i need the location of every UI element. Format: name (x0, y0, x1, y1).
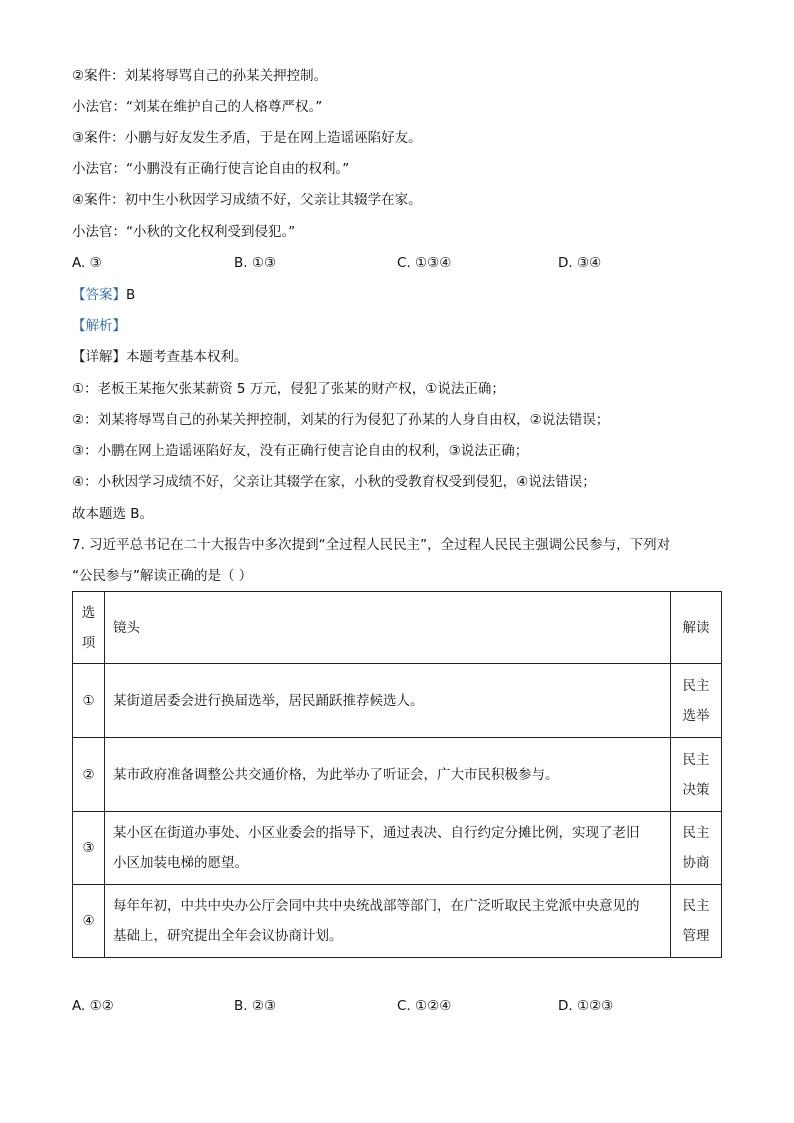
detail-tag: 【详解】 (72, 349, 126, 365)
option-a: A. ①② (72, 998, 114, 1014)
case-line: ②案件：刘某将辱骂自己的孙某关押控制。 (72, 68, 328, 84)
row-number: ① (73, 664, 105, 738)
option-c: C. ①③④ (397, 255, 452, 271)
option-a: A. ③ (72, 255, 102, 271)
row-scene: 每年年初，中共中央办公厅会同中共中央统战部等部门，在广泛听取民主党派中央意见的 基础上，研究提出全年会议协商计划。 (105, 885, 671, 958)
table-row (73, 738, 722, 812)
row-scene: 某市政府准备调整公共交通价格，为此举办了听证会，广大市民积极参与。 (105, 738, 671, 812)
row-interpretation: 民主 决策 (671, 738, 722, 812)
option-d: D. ③④ (558, 255, 602, 271)
row-scene: 某街道居委会进行换届选举，居民踊跃推荐候选人。 (105, 664, 671, 738)
row-scene: 某小区在街道办事处、小区业委会的指导下，通过表决、自行约定分摊比例，实现了老旧 小区加装电梯的愿望。 (105, 812, 671, 885)
table-row (73, 664, 722, 738)
case-line: ④案件：初中生小秋因学习成绩不好，父亲让其辍学在家。 (72, 192, 422, 208)
row-interpretation: 民主 选举 (671, 664, 722, 738)
analysis-tag-line (72, 316, 126, 336)
header-option: 选 项 (73, 592, 105, 664)
table-row (73, 885, 722, 958)
option-d: D. ①②③ (558, 998, 614, 1014)
header-interpretation: 解读 (671, 592, 722, 664)
answer-line (72, 285, 135, 305)
judge-line: 小法官：“刘某在维护自己的人格尊严权。” (72, 99, 323, 115)
detail-line (72, 347, 248, 367)
q7-table (72, 591, 722, 958)
judge-line: 小法官：“小秋的文化权利受到侵犯。” (72, 224, 296, 240)
answer-tag: 【答案】 (72, 287, 126, 303)
case-line: ③案件：小鹏与好友发生矛盾，于是在网上造谣诬陷好友。 (72, 130, 422, 146)
answer-value: B (126, 287, 136, 303)
table-row (73, 812, 722, 885)
table-header-row (73, 592, 722, 664)
row-interpretation: 民主 管理 (671, 885, 722, 958)
analysis-tag: 【解析】 (72, 318, 126, 334)
detail-text: 本题考查基本权利。 (126, 349, 248, 365)
option-b: B. ①③ (234, 255, 277, 271)
conclusion: 故本题选 B。 (72, 506, 154, 522)
option-b: B. ②③ (234, 998, 277, 1014)
analysis-point: ④：小秋因学习成绩不好，父亲让其辍学在家，小秋的受教育权受到侵犯，④说法错误； (72, 474, 596, 490)
row-number: ③ (73, 812, 105, 885)
analysis-point: ③：小鹏在网上造谣诬陷好友，没有正确行使言论自由的权利，③说法正确； (72, 443, 529, 459)
analysis-point: ②：刘某将辱骂自己的孙某关押控制，刘某的行为侵犯了孙某的人身自由权，②说法错误； (72, 412, 610, 428)
header-scene: 镜头 (105, 592, 671, 664)
judge-line: 小法官：“小鹏没有正确行使言论自由的权利。” (72, 161, 350, 177)
q7-stem-line1: 7. 习近平总书记在二十大报告中多次提到“全过程人民民主”，全过程人民民主强调公民参与，下列对 (72, 537, 671, 553)
analysis-point: ①：老板王某拖欠张某薪资 5 万元，侵犯了张某的财产权，①说法正确； (72, 381, 505, 397)
option-c: C. ①②④ (397, 998, 452, 1014)
row-number: ② (73, 738, 105, 812)
row-number: ④ (73, 885, 105, 958)
q7-stem-line2: “公民参与”解读正确的是（ ） (72, 568, 253, 584)
row-interpretation: 民主 协商 (671, 812, 722, 885)
